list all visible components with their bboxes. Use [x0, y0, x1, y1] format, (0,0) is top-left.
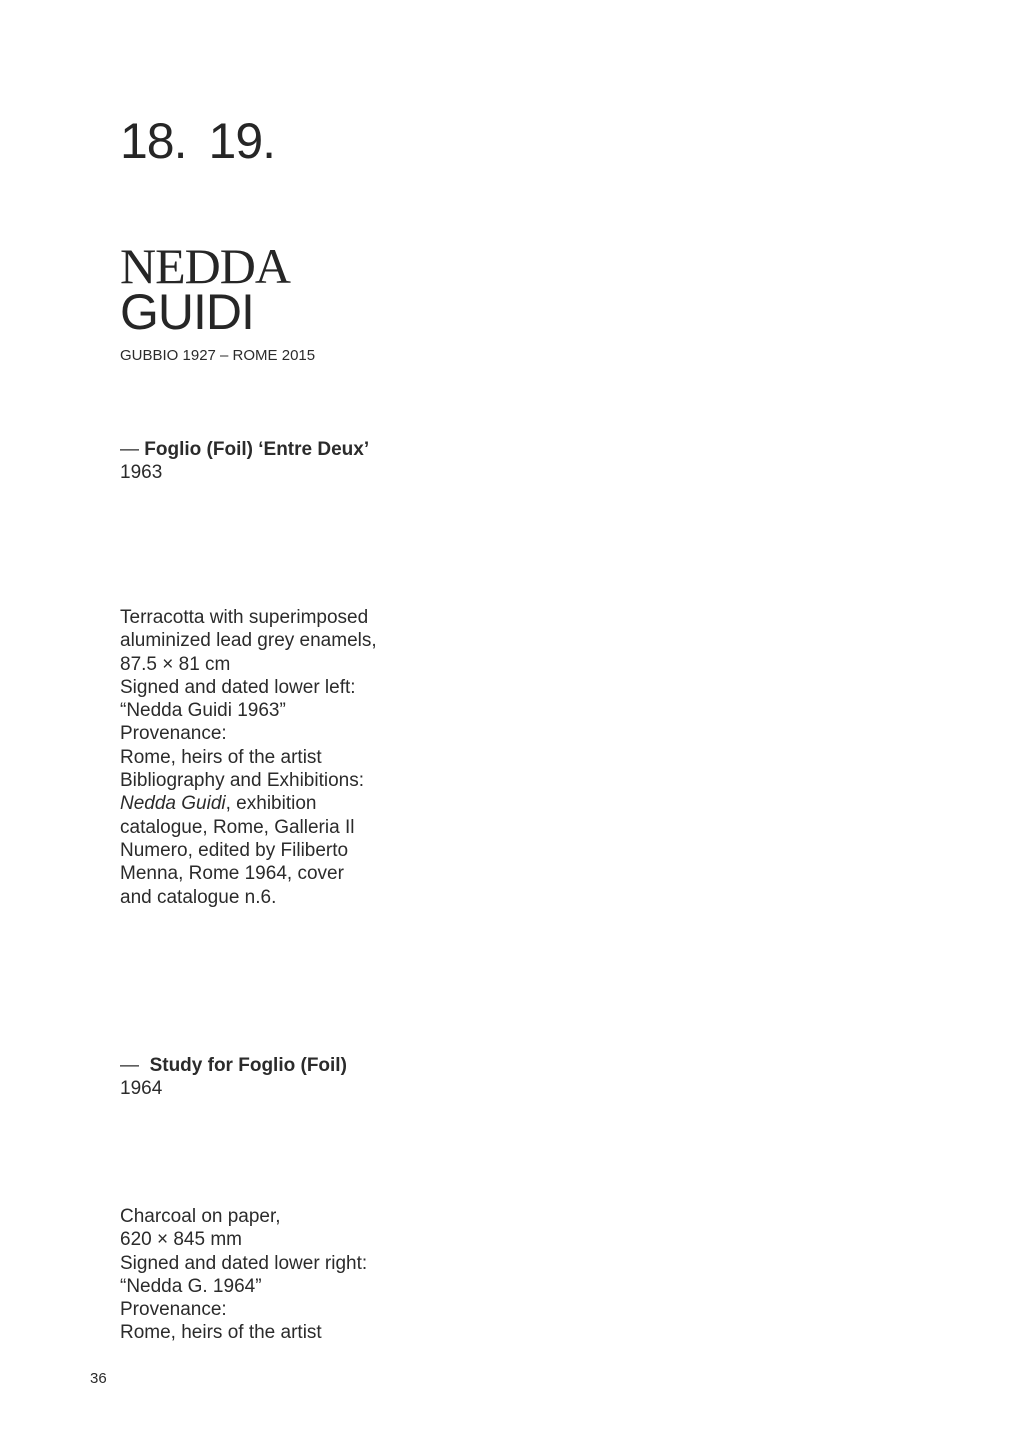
work-1-bibliography-line-3: Numero, edited by Filiberto: [120, 839, 349, 861]
work-2-details: [120, 1205, 420, 1345]
work-1-signature-label: Signed and dated lower left:: [120, 676, 356, 698]
work-1-medium-line-1: Terracotta with superimposed: [120, 607, 369, 628]
work-2-provenance-text: Rome, heirs of the artist: [120, 1322, 322, 1344]
work-1-provenance-label: Provenance:: [120, 723, 227, 745]
page-number: 36: [90, 1370, 107, 1387]
work-1-title: Foglio (Foil) ‘Entre Deux’: [144, 439, 370, 460]
work-1-bibliography-label: Bibliography and Exhibitions:: [120, 770, 364, 792]
work-2-header: [120, 1054, 347, 1100]
work-2-medium: Charcoal on paper,: [120, 1206, 281, 1227]
work-2-signature-text: “Nedda G. 1964”: [120, 1275, 262, 1297]
work-1-bibliography-line-4: Menna, Rome 1964, cover: [120, 863, 344, 885]
work-1-dash: —: [120, 439, 139, 460]
artist-life-dates: GUBBIO 1927 – ROME 2015: [120, 347, 316, 364]
work-2-provenance-label: Provenance:: [120, 1299, 227, 1321]
work-1-bibliography-line-1-rest: , exhibition: [225, 793, 317, 815]
work-1-details: [120, 606, 420, 909]
catalog-numbers: [120, 113, 276, 169]
work-1-dimensions: 87.5 × 81 cm: [120, 653, 231, 675]
work-1-medium-line-2: aluminized lead grey enamels,: [120, 630, 377, 652]
work-1-signature-text: “Nedda Guidi 1963”: [120, 700, 286, 722]
artist-last-name: GUIDI: [120, 284, 254, 340]
work-2-dimensions: 620 × 845 mm: [120, 1229, 242, 1251]
work-2-title: Study for Foglio (Foil): [149, 1055, 347, 1076]
work-1-year: 1963: [120, 462, 163, 483]
work-1-bibliography-line-5: and catalogue n.6.: [120, 886, 277, 908]
work-2-signature-label: Signed and dated lower right:: [120, 1252, 368, 1274]
catalog-number-19: 19.: [208, 113, 276, 169]
artist-name: [120, 238, 290, 340]
work-1-bibliography-line-2: catalogue, Rome, Galleria Il: [120, 816, 355, 838]
work-1-bibliography-italic-title: Nedda Guidi: [120, 793, 226, 815]
work-1-header: [120, 438, 369, 484]
catalog-number-18: 18.: [120, 113, 187, 169]
work-2-dash: —: [120, 1055, 139, 1076]
work-1-provenance-text: Rome, heirs of the artist: [120, 746, 322, 768]
work-2-year: 1964: [120, 1078, 163, 1099]
work-1-bibliography-line-1: [120, 792, 420, 815]
artist-first-name: NEDDA: [120, 238, 290, 294]
